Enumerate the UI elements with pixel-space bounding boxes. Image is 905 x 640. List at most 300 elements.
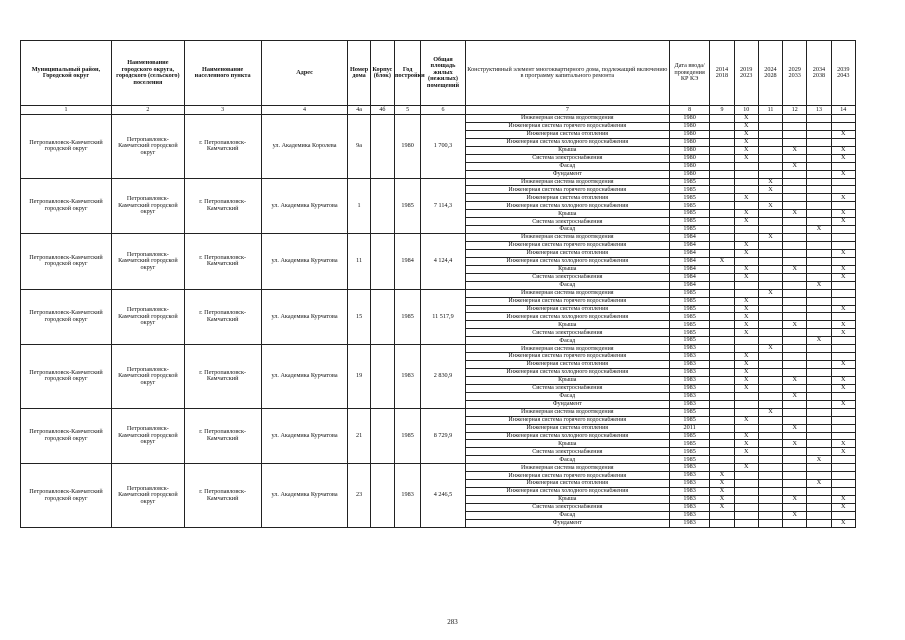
year-mark-cell: [758, 440, 782, 448]
year-mark-cell: X: [734, 130, 758, 138]
year-mark-cell: X: [734, 376, 758, 384]
year-mark-cell: [807, 194, 831, 202]
district-cell: Петропавловск-Камчатский городской округ: [21, 289, 112, 345]
year-mark-cell: [831, 234, 855, 242]
year-mark-cell: [783, 432, 807, 440]
year-mark-cell: [758, 273, 782, 281]
year-mark-cell: X: [831, 249, 855, 257]
year-mark-cell: X: [807, 480, 831, 488]
year-mark-cell: X: [734, 122, 758, 130]
year-mark-cell: [758, 138, 782, 146]
year-mark-cell: [783, 456, 807, 464]
settlement-cell: Петропавловск-Камчатский городской округ: [111, 345, 184, 409]
year-mark-cell: [710, 424, 734, 432]
year-mark-cell: [758, 297, 782, 305]
year-mark-cell: [710, 234, 734, 242]
year-mark-cell: [710, 456, 734, 464]
area-cell: 8 729,9: [421, 408, 465, 464]
year-mark-cell: X: [734, 146, 758, 154]
year-mark-cell: [783, 472, 807, 480]
year-mark-cell: [831, 115, 855, 123]
settlement-cell: Петропавловск-Камчатский городской округ: [111, 408, 184, 464]
date-cell: 1984: [669, 273, 709, 281]
area-cell: 2 830,9: [421, 345, 465, 409]
year-mark-cell: X: [734, 440, 758, 448]
year-mark-cell: [807, 202, 831, 210]
date-cell: 1985: [669, 226, 709, 234]
element-cell: Инженерная система отопления: [465, 480, 669, 488]
element-cell: Инженерная система горячего водоснабжения: [465, 353, 669, 361]
year-mark-cell: [831, 226, 855, 234]
year-mark-cell: [807, 210, 831, 218]
year-mark-cell: [758, 392, 782, 400]
year-mark-cell: [783, 281, 807, 289]
year-mark-cell: [734, 289, 758, 297]
header-house-number: Номер дома: [348, 41, 370, 106]
locality-cell: г. Петропавловск-Камчатский: [184, 408, 261, 464]
year-mark-cell: X: [758, 178, 782, 186]
date-cell: 1985: [669, 440, 709, 448]
house-number-cell: 21: [348, 408, 370, 464]
header-year-period: 2014 2018: [710, 41, 734, 106]
year-mark-cell: X: [734, 416, 758, 424]
column-number: 2: [111, 106, 184, 115]
year-mark-cell: [710, 511, 734, 519]
year-mark-cell: [783, 289, 807, 297]
date-cell: 1984: [669, 257, 709, 265]
element-cell: Фундамент: [465, 400, 669, 408]
year-mark-cell: [807, 289, 831, 297]
date-cell: 1985: [669, 321, 709, 329]
year-mark-cell: X: [831, 329, 855, 337]
year-mark-cell: [783, 242, 807, 250]
element-cell: Инженерная система водоотведения: [465, 234, 669, 242]
year-mark-cell: [783, 345, 807, 353]
year-mark-cell: X: [831, 218, 855, 226]
year-mark-cell: X: [783, 162, 807, 170]
house-number-cell: 23: [348, 464, 370, 528]
year-mark-cell: [734, 281, 758, 289]
year-mark-cell: [783, 329, 807, 337]
year-mark-cell: X: [734, 194, 758, 202]
year-mark-cell: [783, 115, 807, 123]
year-mark-cell: X: [734, 154, 758, 162]
year-mark-cell: [807, 392, 831, 400]
year-mark-cell: X: [831, 400, 855, 408]
year-mark-cell: [710, 242, 734, 250]
date-cell: 1980: [669, 170, 709, 178]
date-cell: 1985: [669, 432, 709, 440]
year-mark-cell: [710, 281, 734, 289]
year-mark-cell: [783, 305, 807, 313]
year-mark-cell: [758, 162, 782, 170]
element-cell: Инженерная система холодного водоснабжения: [465, 369, 669, 377]
element-cell: Фасад: [465, 337, 669, 345]
year-mark-cell: [710, 202, 734, 210]
year-mark-cell: [807, 511, 831, 519]
year-mark-cell: [710, 408, 734, 416]
column-number: 9: [710, 106, 734, 115]
year-mark-cell: X: [807, 456, 831, 464]
year-mark-cell: [807, 162, 831, 170]
date-cell: 1985: [669, 218, 709, 226]
element-cell: Фасад: [465, 511, 669, 519]
year-mark-cell: [710, 384, 734, 392]
date-cell: 1983: [669, 369, 709, 377]
year-mark-cell: [807, 488, 831, 496]
year-mark-cell: [758, 210, 782, 218]
year-mark-cell: X: [734, 448, 758, 456]
year-mark-cell: [831, 472, 855, 480]
year-mark-cell: [710, 321, 734, 329]
locality-cell: г. Петропавловск-Камчатский: [184, 345, 261, 409]
date-cell: 1985: [669, 337, 709, 345]
block-cell: [370, 408, 394, 464]
year-mark-cell: [758, 503, 782, 511]
header-settlement: Наименование городского округа, городского (сельского) поселения: [111, 41, 184, 106]
year-mark-cell: [831, 178, 855, 186]
year-mark-cell: [807, 353, 831, 361]
year-mark-cell: [783, 337, 807, 345]
column-number: 6: [421, 106, 465, 115]
table-row: [21, 345, 856, 353]
element-cell: Крыша: [465, 210, 669, 218]
table-row: [21, 115, 856, 123]
year-mark-cell: [807, 249, 831, 257]
year-mark-cell: [831, 424, 855, 432]
element-cell: Инженерная система холодного водоснабжения: [465, 257, 669, 265]
settlement-cell: Петропавловск-Камчатский городской округ: [111, 115, 184, 179]
year-mark-cell: [734, 400, 758, 408]
year-mark-cell: [807, 432, 831, 440]
date-cell: 1983: [669, 392, 709, 400]
year-mark-cell: X: [734, 249, 758, 257]
year-mark-cell: [710, 361, 734, 369]
date-cell: 1983: [669, 519, 709, 527]
year-mark-cell: X: [758, 202, 782, 210]
year-mark-cell: [783, 122, 807, 130]
block-cell: [370, 345, 394, 409]
settlement-cell: Петропавловск-Камчатский городской округ: [111, 178, 184, 234]
year-mark-cell: [710, 218, 734, 226]
address-cell: ул. Академика Курчатова: [261, 408, 348, 464]
year-mark-cell: [807, 146, 831, 154]
year-mark-cell: [807, 345, 831, 353]
element-cell: Инженерная система водоотведения: [465, 345, 669, 353]
year-mark-cell: X: [710, 488, 734, 496]
year-mark-cell: [710, 440, 734, 448]
column-number: 4а: [348, 106, 370, 115]
build-year-cell: 1985: [394, 408, 420, 464]
year-mark-cell: [807, 115, 831, 123]
year-mark-cell: X: [734, 305, 758, 313]
year-mark-cell: [758, 400, 782, 408]
year-mark-cell: [710, 416, 734, 424]
year-mark-cell: X: [783, 496, 807, 504]
year-mark-cell: [831, 289, 855, 297]
year-mark-cell: X: [831, 265, 855, 273]
year-mark-cell: [807, 138, 831, 146]
year-mark-cell: [710, 170, 734, 178]
district-cell: Петропавловск-Камчатский городской округ: [21, 178, 112, 234]
year-mark-cell: [807, 464, 831, 472]
year-mark-cell: [758, 361, 782, 369]
header-build-year: Год постройки: [394, 41, 420, 106]
build-year-cell: 1985: [394, 178, 420, 234]
year-mark-cell: [783, 226, 807, 234]
block-cell: [370, 234, 394, 290]
year-mark-cell: [710, 519, 734, 527]
date-cell: 1984: [669, 242, 709, 250]
year-mark-cell: X: [758, 186, 782, 194]
element-cell: Инженерная система горячего водоснабжения: [465, 186, 669, 194]
element-cell: Инженерная система горячего водоснабжения: [465, 242, 669, 250]
year-mark-cell: [710, 194, 734, 202]
year-mark-cell: [831, 456, 855, 464]
element-cell: Инженерная система отопления: [465, 194, 669, 202]
year-mark-cell: X: [734, 242, 758, 250]
year-mark-cell: [783, 194, 807, 202]
element-cell: Система электроснабжения: [465, 218, 669, 226]
header-date: Дата ввода/ проведения КР КЭ: [669, 41, 709, 106]
year-mark-cell: X: [734, 138, 758, 146]
header-year-period: 2039 2043: [831, 41, 855, 106]
year-mark-cell: [831, 337, 855, 345]
element-cell: Система электроснабжения: [465, 329, 669, 337]
date-cell: 1985: [669, 210, 709, 218]
element-cell: Инженерная система горячего водоснабжения: [465, 416, 669, 424]
column-number: 10: [734, 106, 758, 115]
date-cell: 1983: [669, 503, 709, 511]
element-cell: Инженерная система холодного водоснабжения: [465, 488, 669, 496]
column-number: 4: [261, 106, 348, 115]
date-cell: 1985: [669, 408, 709, 416]
year-mark-cell: [783, 178, 807, 186]
year-mark-cell: X: [758, 408, 782, 416]
element-cell: Фундамент: [465, 519, 669, 527]
year-mark-cell: [807, 257, 831, 265]
year-mark-cell: [734, 480, 758, 488]
year-mark-cell: [831, 281, 855, 289]
year-mark-cell: [831, 313, 855, 321]
year-mark-cell: [734, 337, 758, 345]
element-cell: Инженерная система отопления: [465, 249, 669, 257]
column-number: 12: [783, 106, 807, 115]
area-cell: 11 517,9: [421, 289, 465, 345]
year-mark-cell: [807, 408, 831, 416]
year-mark-cell: X: [831, 154, 855, 162]
header-block: Корпус (блок): [370, 41, 394, 106]
year-mark-cell: [783, 249, 807, 257]
year-mark-cell: [710, 289, 734, 297]
locality-cell: г. Петропавловск-Камчатский: [184, 464, 261, 528]
element-cell: Инженерная система водоотведения: [465, 408, 669, 416]
year-mark-cell: [783, 448, 807, 456]
year-mark-cell: [783, 464, 807, 472]
year-mark-cell: X: [831, 194, 855, 202]
year-mark-cell: [807, 313, 831, 321]
locality-cell: г. Петропавловск-Камчатский: [184, 234, 261, 290]
column-number: 13: [807, 106, 831, 115]
build-year-cell: 1983: [394, 464, 420, 528]
date-cell: 1985: [669, 329, 709, 337]
element-cell: Крыша: [465, 496, 669, 504]
year-mark-cell: [758, 472, 782, 480]
year-mark-cell: [807, 496, 831, 504]
year-mark-cell: [783, 353, 807, 361]
year-mark-cell: [831, 464, 855, 472]
year-mark-cell: [734, 503, 758, 511]
year-mark-cell: [807, 265, 831, 273]
year-mark-cell: [807, 234, 831, 242]
column-number: 14: [831, 106, 855, 115]
date-cell: 1983: [669, 488, 709, 496]
district-cell: Петропавловск-Камчатский городской округ: [21, 408, 112, 464]
element-cell: Крыша: [465, 321, 669, 329]
year-mark-cell: X: [734, 353, 758, 361]
date-cell: 1983: [669, 361, 709, 369]
header-year-period: 2019 2023: [734, 41, 758, 106]
year-mark-cell: X: [831, 496, 855, 504]
year-mark-cell: X: [831, 519, 855, 527]
year-mark-cell: [783, 273, 807, 281]
element-cell: Система электроснабжения: [465, 384, 669, 392]
element-cell: Инженерная система холодного водоснабжения: [465, 313, 669, 321]
year-mark-cell: [710, 297, 734, 305]
year-mark-cell: [758, 154, 782, 162]
date-cell: 1985: [669, 202, 709, 210]
year-mark-cell: X: [710, 257, 734, 265]
year-mark-cell: X: [831, 321, 855, 329]
year-mark-cell: [783, 416, 807, 424]
year-mark-cell: X: [710, 480, 734, 488]
year-mark-cell: [710, 178, 734, 186]
year-mark-cell: [831, 432, 855, 440]
element-cell: Инженерная система водоотведения: [465, 178, 669, 186]
year-mark-cell: X: [758, 289, 782, 297]
date-cell: 2011: [669, 424, 709, 432]
date-cell: 1983: [669, 376, 709, 384]
year-mark-cell: [758, 456, 782, 464]
address-cell: ул. Академика Курчатова: [261, 178, 348, 234]
date-cell: 1984: [669, 265, 709, 273]
block-cell: [370, 115, 394, 179]
year-mark-cell: X: [734, 432, 758, 440]
element-cell: Фасад: [465, 456, 669, 464]
date-cell: 1980: [669, 162, 709, 170]
year-mark-cell: [710, 226, 734, 234]
date-cell: 1985: [669, 448, 709, 456]
address-cell: ул. Академика Курчатова: [261, 345, 348, 409]
date-cell: 1983: [669, 345, 709, 353]
year-mark-cell: [807, 297, 831, 305]
year-mark-cell: X: [831, 146, 855, 154]
year-mark-cell: X: [783, 321, 807, 329]
year-mark-cell: [758, 130, 782, 138]
element-cell: Инженерная система горячего водоснабжения: [465, 122, 669, 130]
district-cell: Петропавловск-Камчатский городской округ: [21, 464, 112, 528]
year-mark-cell: [807, 170, 831, 178]
date-cell: 1985: [669, 305, 709, 313]
column-number: 3: [184, 106, 261, 115]
year-mark-cell: [807, 361, 831, 369]
settlement-cell: Петропавловск-Камчатский городской округ: [111, 464, 184, 528]
year-mark-cell: [734, 186, 758, 194]
year-mark-cell: [807, 122, 831, 130]
year-mark-cell: X: [831, 130, 855, 138]
year-mark-cell: [710, 115, 734, 123]
year-mark-cell: [807, 424, 831, 432]
year-mark-cell: [807, 242, 831, 250]
year-mark-cell: X: [734, 321, 758, 329]
date-cell: 1980: [669, 122, 709, 130]
column-number: 8: [669, 106, 709, 115]
column-number: 5: [394, 106, 420, 115]
year-mark-cell: X: [734, 115, 758, 123]
year-mark-cell: X: [734, 464, 758, 472]
year-mark-cell: [710, 329, 734, 337]
settlement-cell: Петропавловск-Камчатский городской округ: [111, 289, 184, 345]
header-element: Конструктивный элемент многоквартирного дома, подлежащий включению в программу капитального ремонта: [465, 41, 669, 106]
year-mark-cell: X: [734, 329, 758, 337]
year-mark-cell: X: [734, 384, 758, 392]
element-cell: Крыша: [465, 440, 669, 448]
year-mark-cell: X: [734, 361, 758, 369]
year-mark-cell: [783, 519, 807, 527]
year-mark-cell: [807, 369, 831, 377]
year-mark-cell: [758, 305, 782, 313]
year-mark-cell: X: [734, 273, 758, 281]
date-cell: 1983: [669, 480, 709, 488]
year-mark-cell: X: [807, 281, 831, 289]
year-mark-cell: [710, 162, 734, 170]
year-mark-cell: [758, 424, 782, 432]
year-mark-cell: [807, 400, 831, 408]
element-cell: Фасад: [465, 162, 669, 170]
year-mark-cell: [783, 170, 807, 178]
year-mark-cell: [807, 321, 831, 329]
year-mark-cell: [710, 400, 734, 408]
year-mark-cell: [758, 218, 782, 226]
header-locality: Наименование населенного пункта: [184, 41, 261, 106]
year-mark-cell: [734, 519, 758, 527]
year-mark-cell: X: [783, 210, 807, 218]
area-cell: 4 246,5: [421, 464, 465, 528]
year-mark-cell: [710, 210, 734, 218]
element-cell: Крыша: [465, 146, 669, 154]
date-cell: 1985: [669, 178, 709, 186]
year-mark-cell: [758, 194, 782, 202]
year-mark-cell: [807, 178, 831, 186]
year-mark-cell: [758, 369, 782, 377]
year-mark-cell: [710, 186, 734, 194]
year-mark-cell: [758, 464, 782, 472]
year-mark-cell: [734, 178, 758, 186]
block-cell: [370, 178, 394, 234]
year-mark-cell: [831, 186, 855, 194]
year-mark-cell: X: [734, 210, 758, 218]
year-mark-cell: [710, 122, 734, 130]
element-cell: Инженерная система холодного водоснабжения: [465, 202, 669, 210]
year-mark-cell: [807, 440, 831, 448]
capital-repair-table: [20, 40, 856, 528]
year-mark-cell: [831, 408, 855, 416]
date-cell: 1980: [669, 146, 709, 154]
year-mark-cell: [710, 138, 734, 146]
year-mark-cell: X: [831, 448, 855, 456]
year-mark-cell: [758, 281, 782, 289]
year-mark-cell: [734, 496, 758, 504]
